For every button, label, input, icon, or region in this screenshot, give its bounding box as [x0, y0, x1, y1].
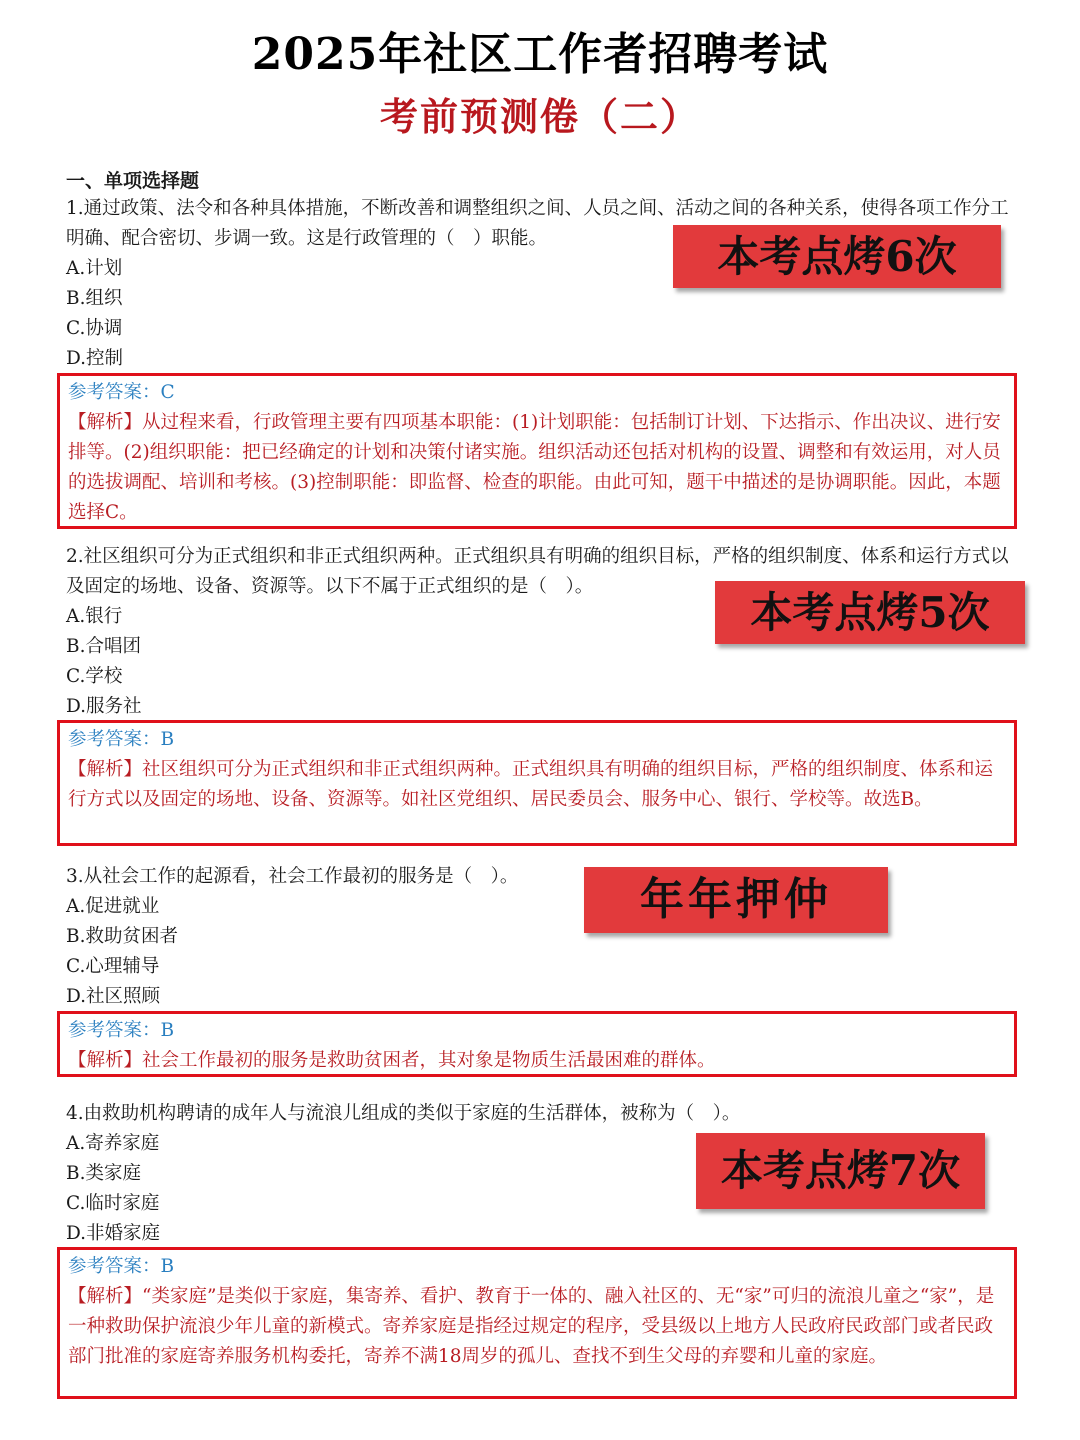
section-title: 一、单项选择题 — [66, 170, 200, 192]
option-d: D.控制 — [66, 348, 124, 369]
analysis-text: 【解析】社会工作最初的服务是救助贫困者，其对象是物质生活最困难的群体。 — [68, 1050, 716, 1071]
answer-label: 参考答案：B — [68, 1020, 175, 1041]
answer-box — [57, 1011, 1017, 1077]
option-c: C.心理辅导 — [66, 956, 160, 977]
frequency-badge: 本考点烤7次 — [696, 1133, 985, 1209]
answer-label: 参考答案：B — [68, 1256, 175, 1277]
option-d: D.服务社 — [66, 696, 142, 717]
answer-box — [57, 1247, 1017, 1399]
option-c: C.临时家庭 — [66, 1193, 160, 1214]
analysis-text: 【解析】“类家庭”是类似于家庭，集寄养、看护、教育于一体的、融入社区的、无“家”可归的流浪儿童之“家”，是一种救助保护流浪少年儿童的新模式。寄养家庭是指经过规定的程序，受县级以上地方人民政府民政部门或者民政部门批准的家庭寄养服务机构委托，寄养不满18周岁的孤儿、查找不到生父母的弃婴和儿童的家庭。 — [68, 1286, 995, 1367]
option-b: B.救助贫困者 — [66, 926, 178, 947]
analysis-text: 【解析】从过程来看，行政管理主要有四项基本职能：(1)计划职能：包括制订计划、下达指示、作出决议、进行安排等。(2)组织职能：把已经确定的计划和决策付诸实施。组织活动还包括对机构的设置、调整和有效运用，对人员的选拔调配、培训和考核。(3)控制职能：即监督、检查的职能。由此可知，题干中描述的是协调职能。因此，本题选择C。 — [68, 412, 1001, 523]
answer-label: 参考答案：B — [68, 729, 175, 750]
page-title: 2025年社区工作者招聘考试 — [251, 29, 829, 80]
option-c: C.协调 — [66, 318, 123, 339]
question-stem: 3.从社会工作的起源看，社会工作最初的服务是（ ）。 — [66, 866, 519, 887]
option-d: D.非婚家庭 — [66, 1223, 161, 1244]
option-a: A.计划 — [66, 258, 123, 279]
option-a: A.促进就业 — [66, 896, 160, 917]
option-b: B.合唱团 — [66, 636, 141, 657]
option-c: C.学校 — [66, 666, 123, 687]
option-a: A.银行 — [66, 606, 123, 627]
question-stem: 2.社区组织可分为正式组织和非正式组织两种。正式组织具有明确的组织目标，严格的组织制度、体系和运行方式以及固定的场地、设备、资源等。以下不属于正式组织的是（ ）。 — [66, 546, 1009, 597]
question-stem: 4.由救助机构聘请的成年人与流浪儿组成的类似于家庭的生活群体，被称为（ ）。 — [66, 1103, 741, 1124]
frequency-badge: 本考点烤5次 — [715, 581, 1025, 644]
option-a: A.寄养家庭 — [66, 1133, 160, 1154]
page-subtitle: 考前预测倦（二） — [379, 94, 700, 139]
option-d: D.社区照顾 — [66, 986, 161, 1007]
question-stem: 1.通过政策、法令和各种具体措施，不断改善和调整组织之间、人员之间、活动之间的各种关系，使得各项工作分工明确、配合密切、步调一致。这是行政管理的（ ）职能。 — [66, 198, 1009, 249]
frequency-badge: 年年押仲 — [584, 867, 888, 933]
answer-label: 参考答案：C — [68, 382, 175, 403]
analysis-text: 【解析】社区组织可分为正式组织和非正式组织两种。正式组织具有明确的组织目标，严格的组织制度、体系和运行方式以及固定的场地、设备、资源等。如社区党组织、居民委员会、服务中心、银行、学校等。故选B。 — [68, 759, 994, 810]
answer-box — [57, 373, 1017, 529]
frequency-badge: 本考点烤6次 — [673, 225, 1001, 288]
option-b: B.类家庭 — [66, 1163, 141, 1184]
answer-box — [57, 720, 1017, 846]
option-b: B.组织 — [66, 288, 123, 309]
